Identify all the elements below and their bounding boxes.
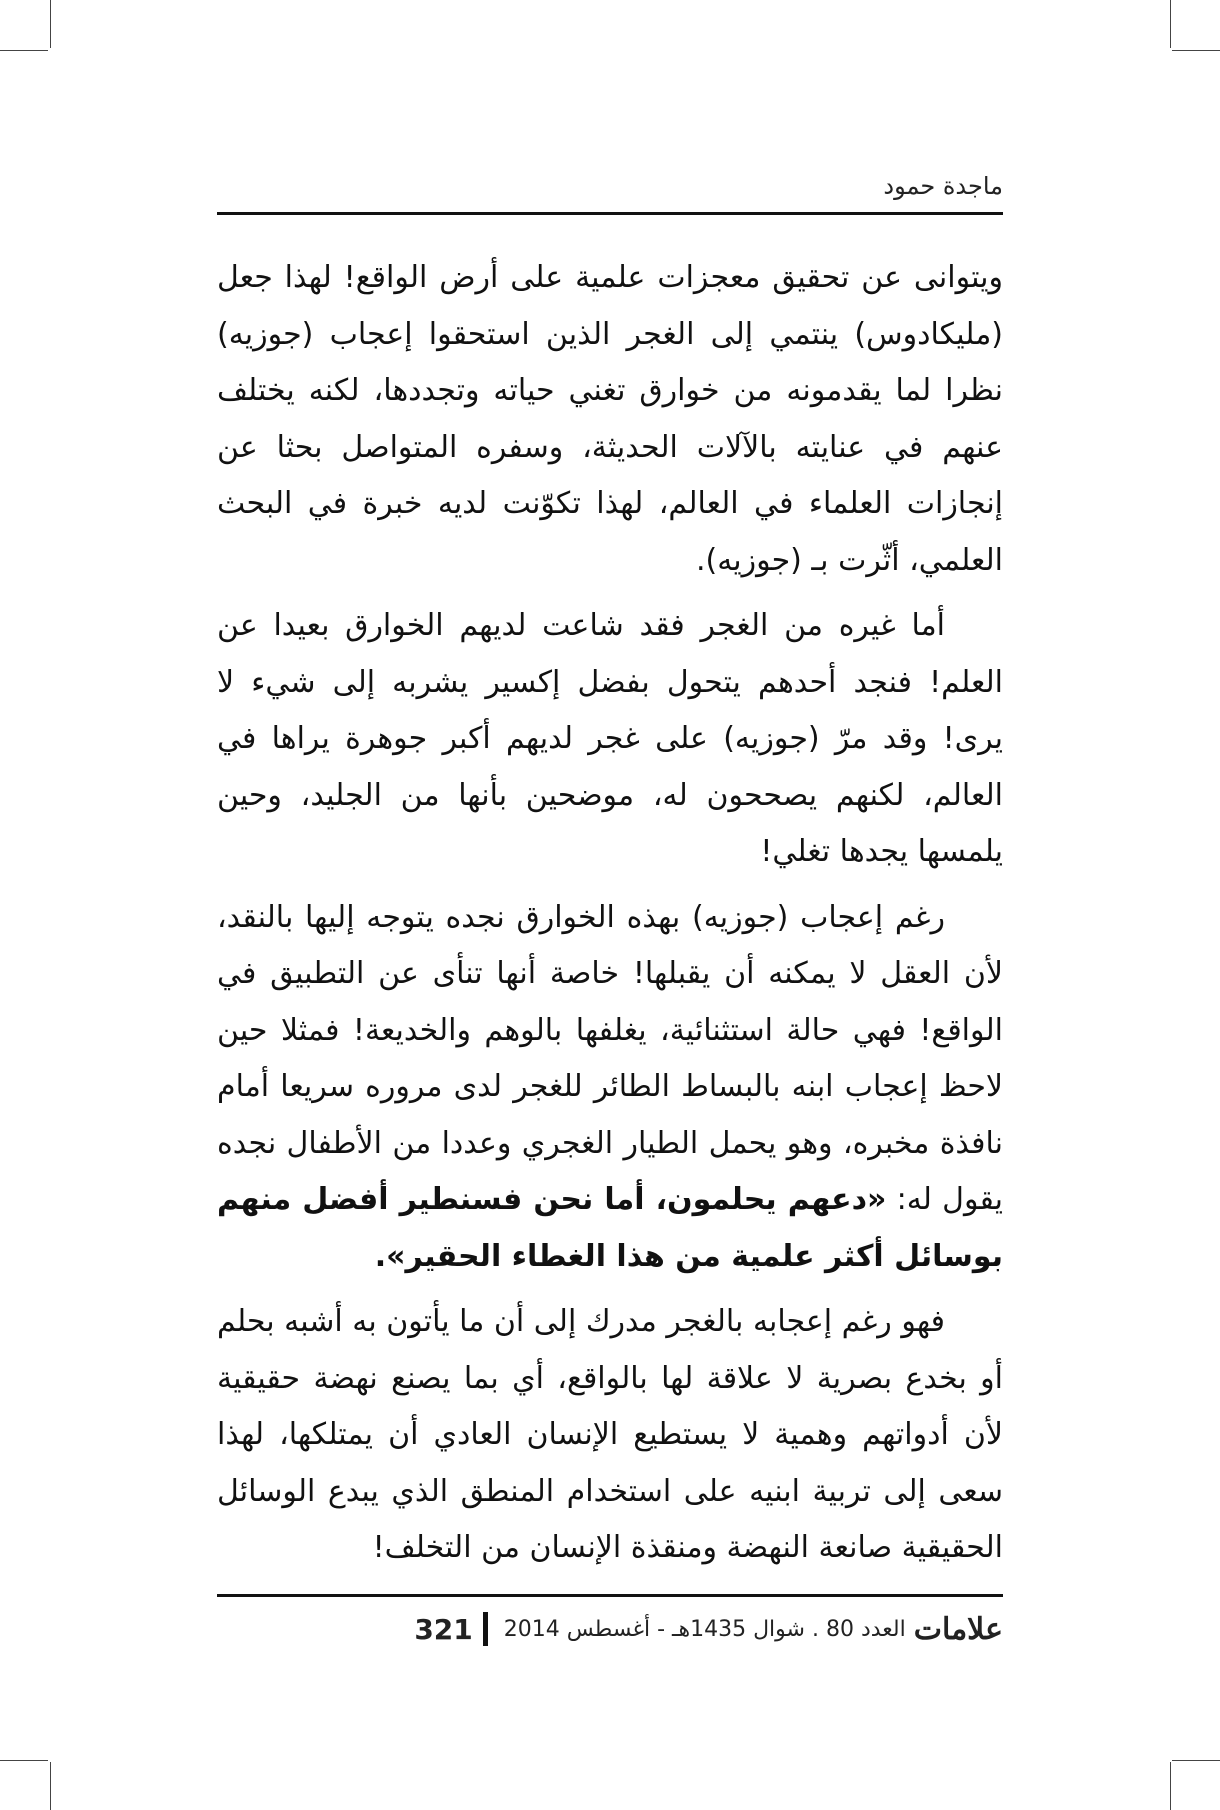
- article-body: [217, 250, 1003, 1586]
- header-rule: [217, 212, 1003, 215]
- crop-mark: [50, 1762, 51, 1810]
- footer-separator: [483, 1612, 488, 1646]
- paragraph: أما غيره من الغجر فقد شاعت لديهم الخوارق بعيدا عن العلم! فنجد أحدهم يتحول بفضل إكسير يشربه إلى شيء لا يرى! وقد مرّ (جوزيه) على غجر لديهم أكبر جوهرة يراها في العالم، لكنهم يصححون له، موضحين بأنها من الجليد، وحين يلمسها يجدها تغلي!: [217, 608, 1003, 869]
- crop-mark: [1172, 1760, 1220, 1761]
- paragraph-text: رغم إعجاب (جوزيه) بهذه الخوارق نجده يتوجه إليها بالنقد، لأن العقل لا يمكنه أن يقبلها! خاصة أنها تنأى عن التطبيق في الواقع! فهي حالة استثنائية، يغلفها بالوهم والخديعة! فمثلا حين لاحظ إعجاب ابنه بالبساط الطائر للغجر لدى مروره سريعا أمام نافذة مخبره، وهو يحمل الطيار الغجري وعددا من الأطفال نجده يقول له:: [217, 899, 1003, 1217]
- crop-mark: [0, 50, 48, 51]
- bold-quote: «دعهم يحلمون، أما نحن فسنطير أفضل منهم بوسائل أكثر علمية من هذا الغطاء الحقير».: [217, 1182, 1003, 1274]
- crop-mark: [1172, 50, 1220, 51]
- crop-mark: [1170, 1762, 1171, 1810]
- running-head-author: ماجدة حمود: [883, 172, 1003, 200]
- journal-logo: علامات: [913, 1611, 1003, 1647]
- paragraph: [217, 890, 1003, 1286]
- crop-mark: [50, 0, 51, 48]
- page-number: 321: [414, 1612, 473, 1646]
- crop-mark: [1170, 0, 1171, 48]
- footer-rule: [217, 1594, 1003, 1597]
- page-footer: [217, 1604, 1003, 1654]
- paragraph: فهو رغم إعجابه بالغجر مدرك إلى أن ما يأتون به أشبه بحلم أو بخدع بصرية لا علاقة لها بالواقع، أي بما يصنع نهضة حقيقية لأن أدواتهم وهمية لا يستطيع الإنسان العادي أن يمتلكها، لهذا سعى إلى تربية ابنيه على استخدام المنطق الذي يبدع الوسائل الحقيقية صانعة النهضة ومنقذة الإنسان من التخلف!: [216, 1304, 1003, 1565]
- issue-info: العدد 80 . شوال 1435هـ - أغسطس 2014: [503, 1616, 906, 1642]
- paragraph: ويتوانى عن تحقيق معجزات علمية على أرض الواقع! لهذا جعل (مليكادوس) ينتمي إلى الغجر الذين استحقوا إعجاب (جوزيه) نظرا لما يقدمونه من خوارق تغني حياته وتجددها، لكنه يختلف عنهم في عنايته بالآلات الحديثة، وسفره المتواصل بحثا عن إنجازات العلماء في العالم، لهذا تكوّنت لديه خبرة في البحث العلمي، أثّرت بـ (جوزيه).: [217, 260, 1003, 578]
- crop-mark: [0, 1760, 48, 1761]
